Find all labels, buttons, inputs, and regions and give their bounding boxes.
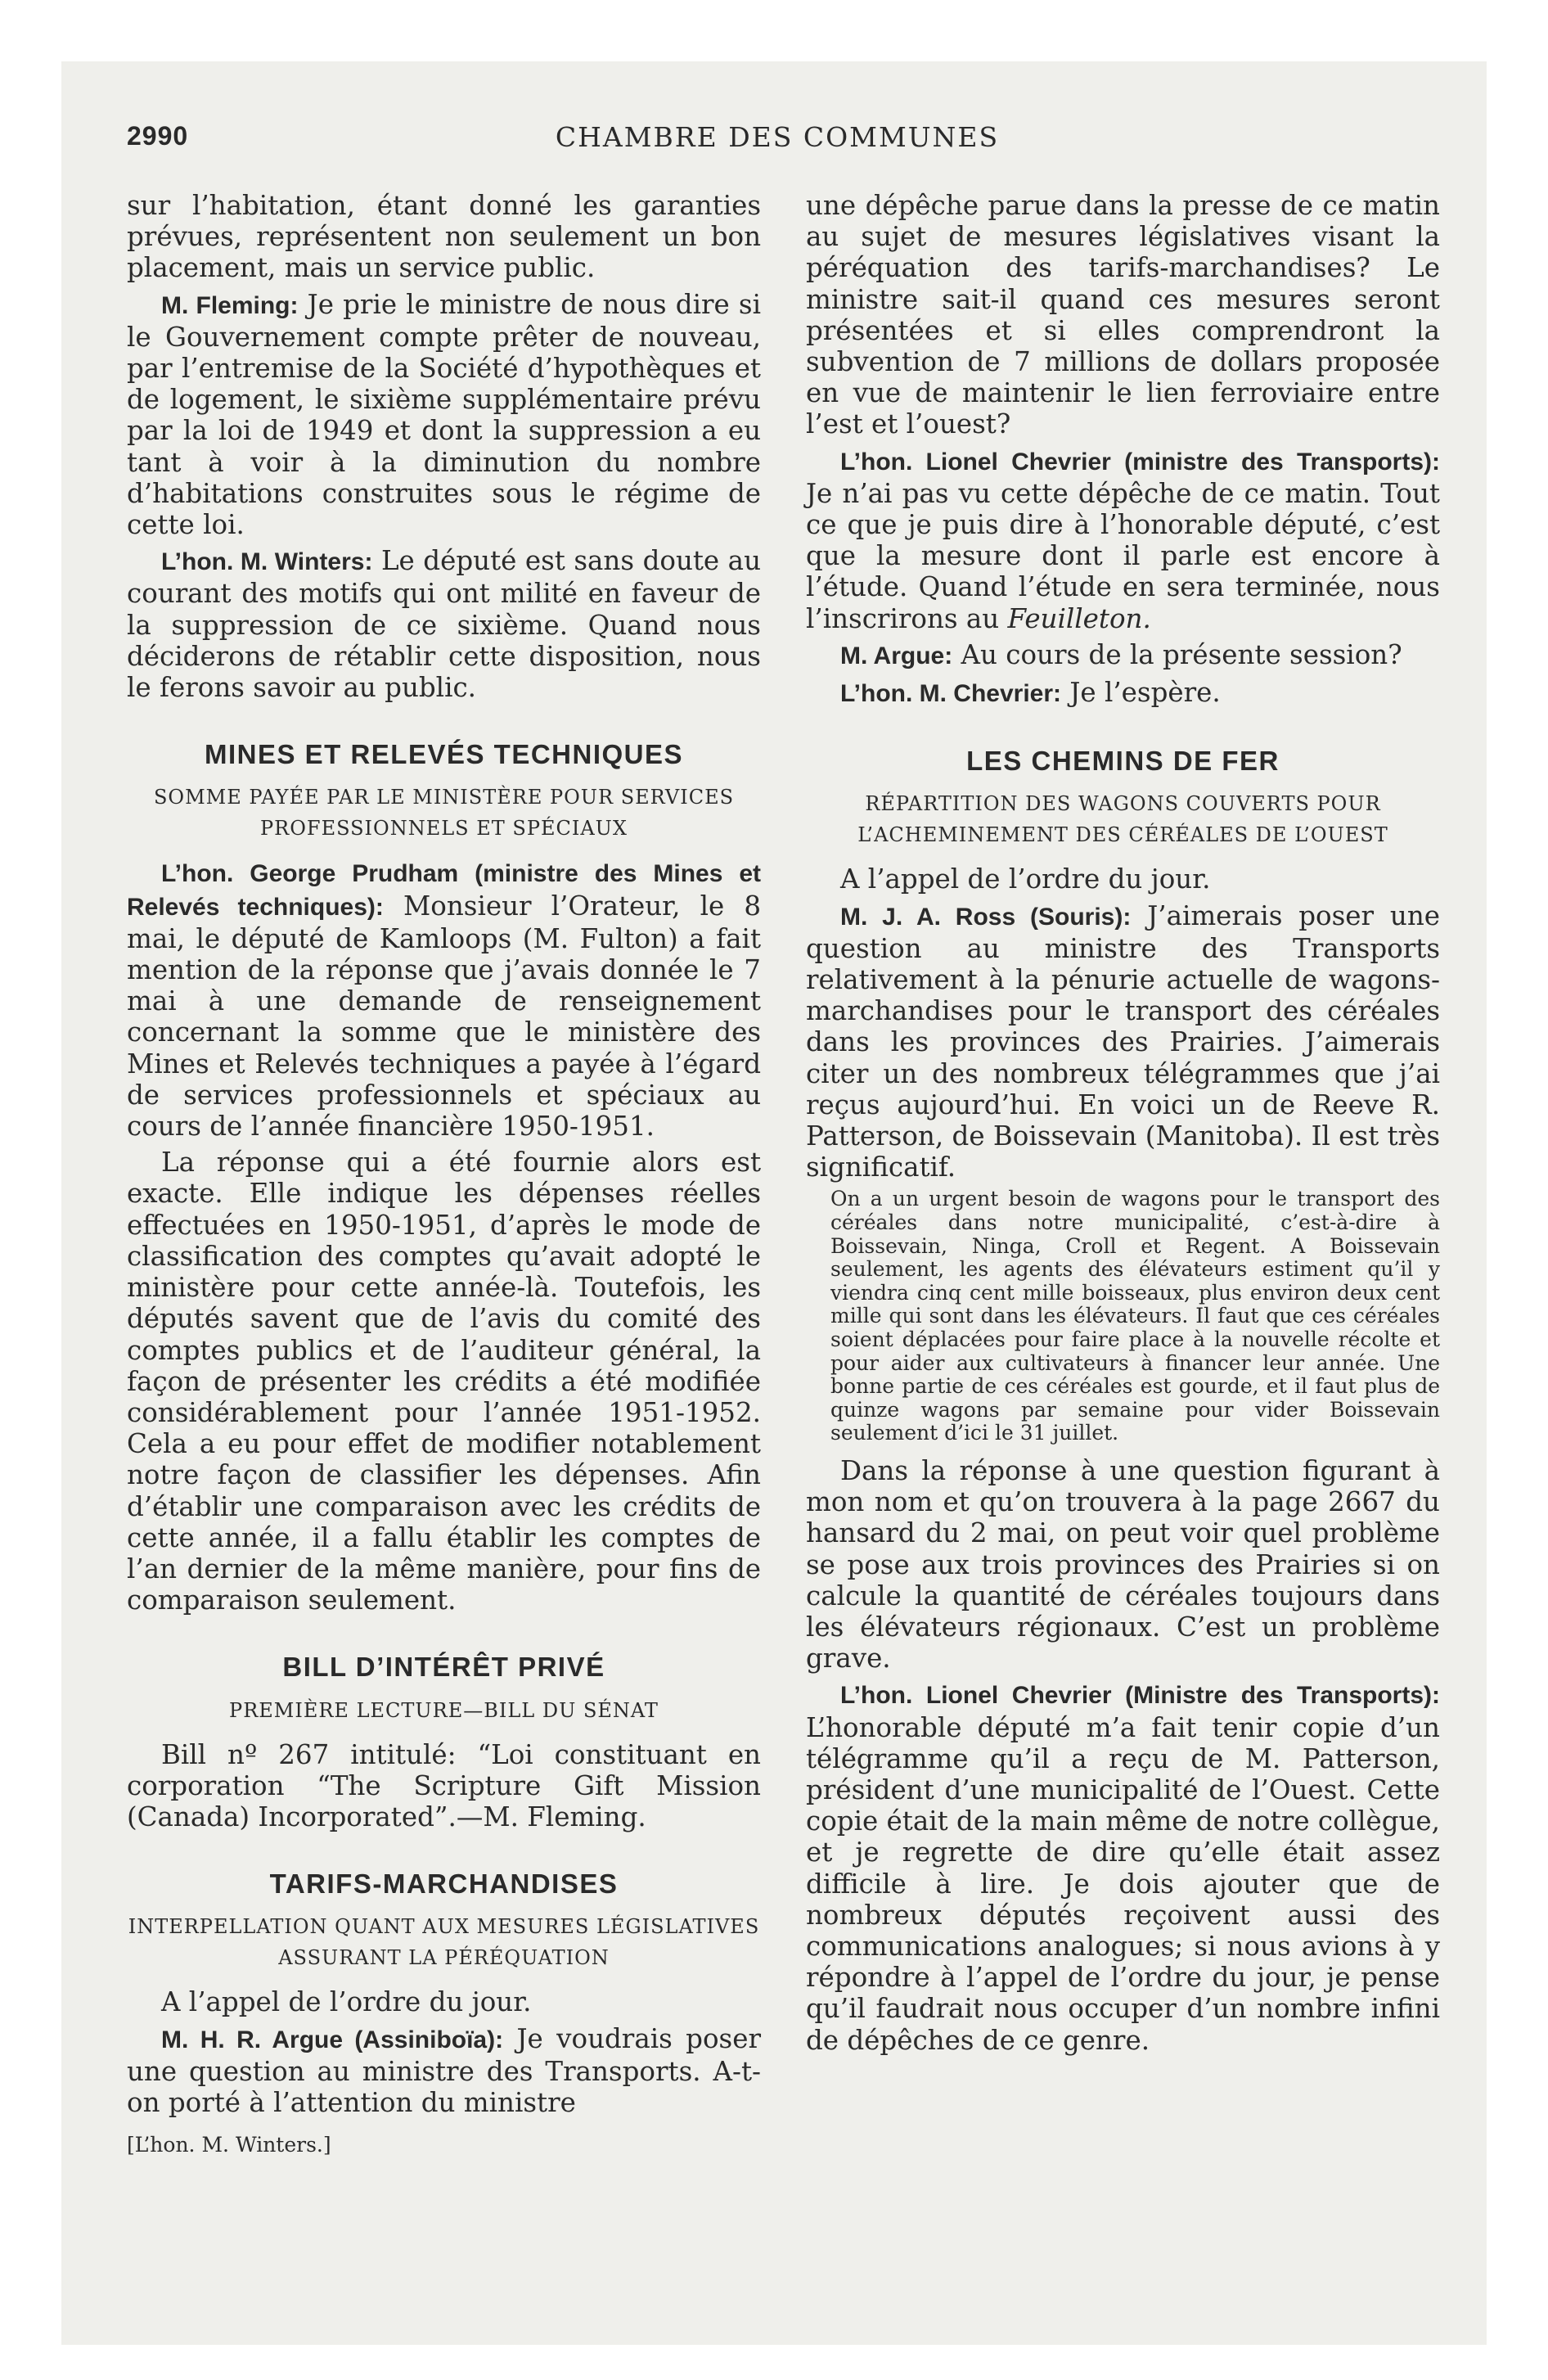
subheading-bill: PREMIÈRE LECTURE—BILL DU SÉNAT — [229, 1698, 659, 1722]
speech-text: Je voudrais poser une question au ministre des Transports. A-t-on porté à l’attention du ministre — [127, 2022, 761, 2118]
page-number: 2990 — [127, 121, 189, 151]
footer-reference: [L’hon. M. Winters.] — [127, 2133, 331, 2157]
paragraph: Bill nº 267 intitulé: “Loi constituant en corporation “The Scripture Gift Mission (Canada) Incorporated”.—M. Fleming. — [127, 1738, 761, 1832]
speaker-name: M. H. R. Argue (Assiniboïa): — [161, 2026, 504, 2053]
running-head: CHAMBRE DES COMMUNES — [555, 121, 1000, 153]
paragraph: A l’appel de l’ordre du jour. — [840, 863, 1211, 895]
paragraph: A l’appel de l’ordre du jour. — [161, 1986, 532, 2018]
section-heading-bill: BILL D’INTÉRÊT PRIVÉ — [282, 1652, 605, 1683]
speech-chevrier — [806, 677, 1440, 710]
subheading-chemins: RÉPARTITION DES WAGONS COUVERTS POUR L’ACHEMINEMENT DES CÉRÉALES DE L’OUEST — [857, 792, 1388, 847]
speech-text: L’honorable député m’a fait tenir copie d’un télégramme qu’il a reçu de M. Patterson, président d’une municipalité de l’Ouest. Cette copie était de la main même de notre collègue, et je regrette de dire qu’elle était assez difficile à lire. Je dois ajouter que de nombreux députés reçoivent aussi des communications analogues; si nous avions à y répondre à l’appel de l’ordre du jour, je pense qu’il faudrait nous occuper d’un nombre infini de dépêches de ce genre. — [806, 1711, 1440, 2056]
section-heading-tarifs: TARIFS-MARCHANDISES — [269, 1868, 619, 1900]
speech-text: Le député est sans doute au courant des motifs qui ont milité en faveur de la suppression de ce sixième. Quand nous déciderons de rétablir cette disposition, nous le ferons savoir au public. — [127, 545, 761, 704]
paragraph: La réponse qui a été fournie alors est exacte. Elle indique les dépenses réelles effectuées en 1950-1951, d’après le mode de classification des comptes qu’avait adopté le ministère pour cette année-là. Toutefois, les députés savent que de l’avis du comité des comptes publics et de l’auditeur général, la façon de présenter les crédits a été modifiée considérablement pour l’année 1951-1952. Cela a eu pour effet de modifier notablement notre façon de classifier les dépenses. Afin d’établir une comparaison avec les crédits de cette année, il a fallu établir les comptes de l’an dernier de la même manière, pour fins de comparaison seulement. — [127, 1147, 761, 1616]
paragraph: une dépêche parue dans la presse de ce matin au sujet de mesures législatives visant la péréquation des tarifs-marchandises? Le ministre sait-il quand ces mesures seront présentées et si elles comprendront la subvention de 7 millions de dollars proposée en vue de maintenir le lien ferroviaire entre l’est et l’ouest? — [806, 190, 1440, 440]
speaker-name: M. Fleming: — [161, 291, 299, 319]
subheading-tarifs: INTERPELLATION QUANT AUX MESURES LÉGISLATIVES ASSURANT LA PÉRÉQUATION — [128, 1915, 760, 1970]
speech-text: Monsieur l’Orateur, le 8 mai, le député de Kamloops (M. Fulton) a fait mention de la réponse que j’avais donnée le 7 mai à une demande de renseignement concernant la somme que le ministère des Mines et Relevés techniques a payée à l’égard de services professionnels et spéciaux au cours de l’année financière 1950-1951. — [127, 890, 761, 1143]
page-header — [127, 121, 1428, 164]
speech-chevrier — [806, 445, 1440, 634]
speech-prudham — [127, 857, 761, 1142]
speech-text: Je n’ai pas vu cette dépêche de ce matin. Tout ce que je puis dire à l’honorable député, c’est que la mesure dont il parle est encore à l’étude. Quand l’étude en sera terminée, nous l’inscrirons au — [806, 477, 1440, 634]
speaker-name: L’hon. M. Chevrier: — [840, 680, 1062, 708]
section-heading-chemins: LES CHEMINS DE FER — [966, 746, 1280, 777]
speaker-name: L’hon. M. Winters: — [161, 548, 373, 576]
speaker-name: L’hon. Lionel Chevrier (ministre des Transports): — [840, 448, 1440, 476]
speaker-name: M. J. A. Ross (Souris): — [840, 903, 1132, 931]
speech-fleming — [127, 289, 761, 541]
speaker-name: M. Argue: — [840, 642, 953, 669]
paragraph: sur l’habitation, étant donné les garanties prévues, représentent non seulement un bon placement, mais un service public. — [127, 190, 761, 284]
speech-argue — [806, 639, 1440, 672]
speech-argue — [127, 2023, 761, 2119]
section-heading-mines: MINES ET RELEVÉS TECHNIQUES — [204, 739, 684, 770]
speech-ross — [806, 900, 1440, 1183]
speaker-name: L’hon. Lionel Chevrier (Ministre des Transports): — [840, 1682, 1440, 1710]
subheading-mines: SOMME PAYÉE PAR LE MINISTÈRE POUR SERVICES PROFESSIONNELS ET SPÉCIAUX — [153, 786, 735, 841]
speech-text: Au cours de la présente session? — [952, 638, 1402, 670]
right-column — [806, 190, 1440, 2061]
italic-text: Feuilleton. — [1007, 602, 1151, 634]
speech-chevrier — [806, 1679, 1440, 2055]
telegram-quote: On a un urgent besoin de wagons pour le transport des céréales dans notre municipalité, c’est-à-dire à Boissevain, Ninga, Croll et Regent. A Boissevain seulement, les agents des élévateurs estiment qu’il y viendra cinq cent mille boisseaux, plus environ deux cent mille qui sont dans les élévateurs. Il faut que ces céréales soient déplacées pour faire place à la nouvelle récolte et pour aider aux cultivateurs à financer leur année. Une bonne partie de ces céréales est gourde, et il faut plus de quinze wagons par semaine pour vider Boissevain seulement d’ici le 31 juillet. — [830, 1187, 1440, 1445]
speaker-name: L’hon. George Prudham (ministre des Mines et Relevés techniques): — [127, 860, 761, 921]
speech-winters — [127, 545, 761, 703]
left-column — [127, 190, 761, 2161]
speech-text: J’aimerais poser une question au ministre des Transports relativement à la pénurie actuelle de wagons-marchandises pour le transport des céréales dans les provinces des Prairies. J’aimerais citer un des nombreux télégrammes que j’ai reçus aujourd’hui. En voici un de Reeve R. Patterson, de Boissevain (Manitoba). Il est très significatif. — [806, 899, 1440, 1183]
paragraph: Dans la réponse à une question figurant à mon nom et qu’on trouvera à la page 2667 du hansard du 2 mai, on peut voir quel problème se pose aux trois provinces des Prairies si on calcule la quantité de céréales toujours dans les élévateurs régionaux. C’est un problème grave. — [806, 1455, 1440, 1675]
speech-text: Je l’espère. — [1061, 677, 1221, 709]
speech-text: Je prie le ministre de nous dire si le Gouvernement compte prêter de nouveau, par l’entremise de la Société d’hypothèques et de logement, le sixième supplémentaire prévu par la loi de 1949 et dont la suppression a eu tant à voir à la diminution du nombre d’habitations construites sous le régime de cette loi. — [127, 288, 761, 541]
